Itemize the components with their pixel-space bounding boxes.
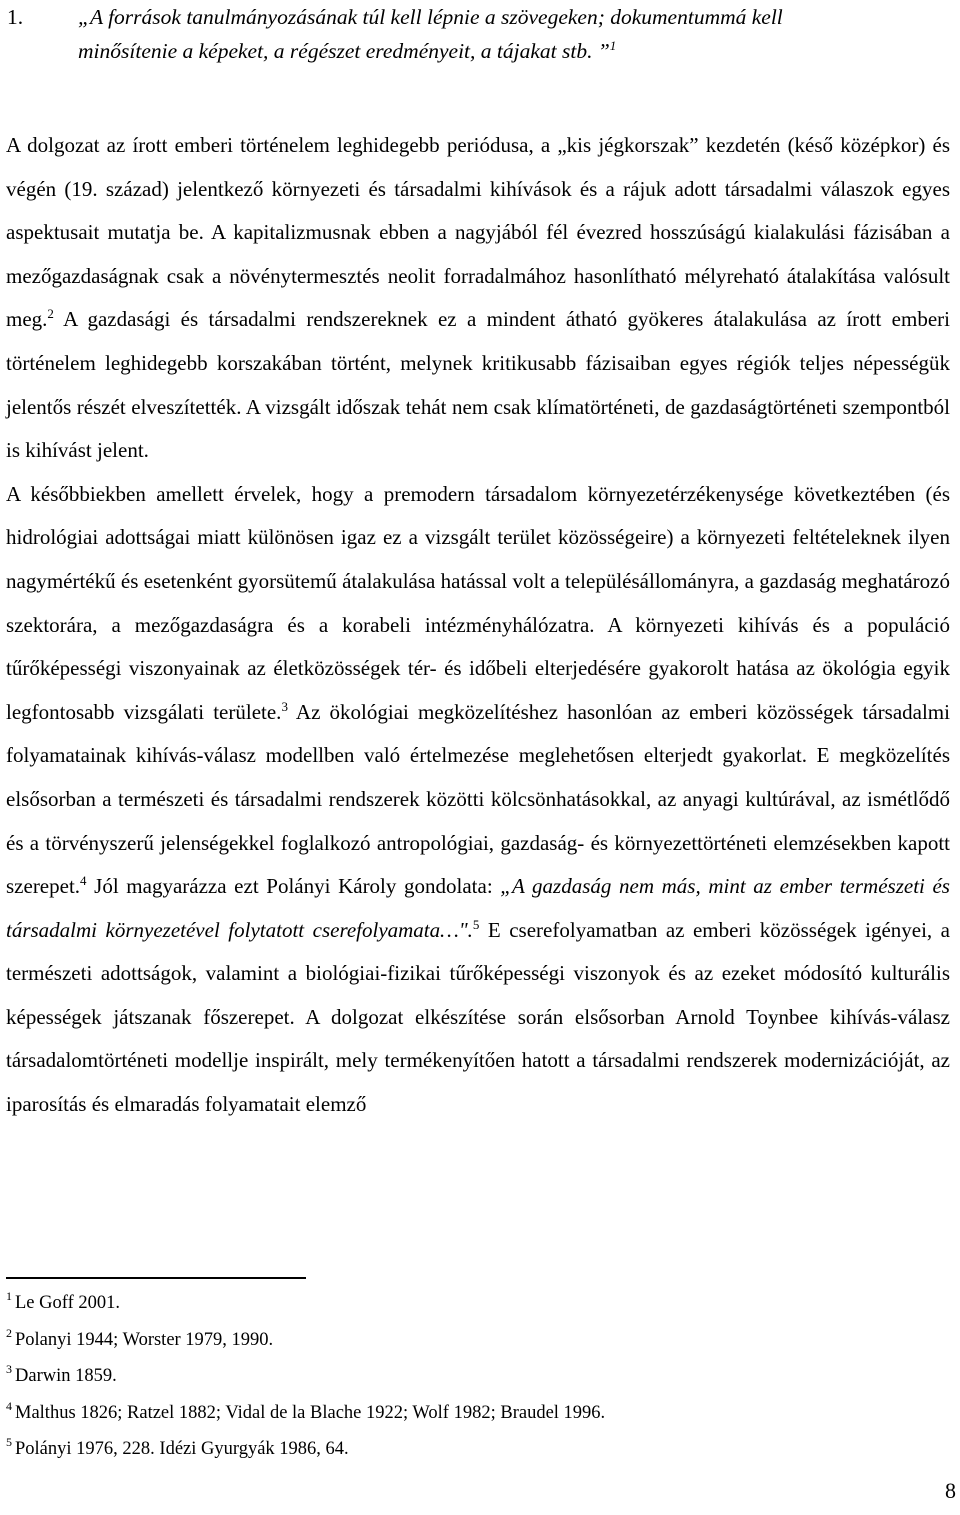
footnote-3: [6, 1358, 605, 1395]
footnote-5-text: Polányi 1976, 228. Idézi Gyurgyák 1986, 64.: [15, 1439, 349, 1459]
paragraph-2: [6, 473, 950, 1127]
section-quote-line-2: [78, 34, 952, 68]
paragraph-1-part-a: A dolgozat az írott emberi történelem leghidegebb periódusa, a „kis jégkorszak” kezdetén (késő középkor) és végén (19. század) jelentkező környezeti és társadalmi kihívások és a rájuk adott társadalmi válaszok egyes aspektusait mutatja be. A kapitalizmusnak ebben a nagyjából fél évezred hosszúságú kialakulási fázisában a mezőgazdaságnak csak a növénytermesztés neolit forradalmához hasonlítható mélyreható átalakítása valósult meg.: [6, 133, 950, 332]
footnote-2: [6, 1322, 605, 1359]
footnote-ref-5[interactable]: 5: [472, 916, 480, 932]
paragraph-2-part-d: E cserefolyamatban az emberi közösségek igényei, a természeti adottságok, valamint a biológiai-fizikai tűrőképességi viszonyok és az ezeket módosító kulturális képességek játszanak főszerepet. A dolgozat elkészítése során elsősorban Arnold Toynbee kihívás-válasz társadalomtörténeti modellje inspirált, mely termékenyítően hatott a társadalmi rendszerek modernizációját, az iparosítás és elmaradás folyamatait elemző: [6, 917, 950, 1117]
polanyi-quote: „A gazdaság nem más, mint az ember természeti és társadalmi környezetével folytatott cserefolyamata…".: [6, 874, 950, 942]
paragraph-1: [6, 124, 950, 473]
footnote-ref-3[interactable]: 3: [281, 698, 288, 714]
body-text: [6, 124, 950, 1127]
footnote-5-number: 5: [6, 1435, 12, 1449]
footnote-1: [6, 1285, 605, 1322]
footnote-3-text: Darwin 1859.: [15, 1366, 117, 1386]
footnote-4: [6, 1395, 605, 1432]
paragraph-1-part-b: A gazdasági és társadalmi rendszereknek ez a mindent átható gyökeres átalakulása az írott emberi történelem leghidegebb korszakában történt, melynek kritikusabb fázisaiban egyes régiók teljes népességük jelentős részét elveszítették. A vizsgált időszak tehát nem csak klímatörténeti, de gazdaságtörténeti szempontból is kihívást jelent.: [6, 307, 950, 463]
footnote-1-number: 1: [6, 1289, 12, 1303]
footnote-2-number: 2: [6, 1325, 12, 1340]
footnote-3-number: 3: [6, 1362, 12, 1376]
footnote-1-text: Le Goff 2001.: [15, 1293, 120, 1313]
footnote-2-text: Polanyi 1944; Worster 1979, 1990.: [15, 1329, 274, 1350]
footnotes: [6, 1285, 605, 1468]
footnote-ref-4[interactable]: 4: [80, 873, 87, 889]
paragraph-2-part-a: A későbbiekben amellett érvelek, hogy a premodern társadalom környezetérzékenysége következtében (és hidrológiai adottságai miatt különösen igaz ez a vizsgált terület közösségeire) a környezeti feltételeknek ilyen nagymértékű és esetenként gyorsütemű átalakulása hatással volt a településállományra, a gazdaság meghatározó szektorára, a mezőgazdaságra és a korabeli intézményhálózatra. A környezeti kihívás és a populáció tűrőképességi viszonyainak az életközösségek tér- és időbeli elterjedésére gyakorolt hatása az ökológia egyik legfontosabb vizsgálati területe.: [6, 481, 950, 724]
section-quote-line-2-text: minősítenie a képeket, a régészet eredményeit, a tájakat stb. ”: [78, 39, 610, 63]
paragraph-2-part-c: Jól magyarázza ezt Polányi Károly gondolata:: [86, 874, 501, 899]
section-number: 1.: [7, 5, 24, 29]
footnote-5: [6, 1431, 605, 1468]
paragraph-2-part-b: Az ökológiai megközelítéshez hasonlóan az emberi közösségek társadalmi folyamatainak kihívás-válasz modellben való értelmezése meglehetősen elterjedt gyakorlat. E megközelítés elsősorban a természeti és társadalmi rendszerek közötti kölcsönhatásokkal, az anyagi kultúrával, az ismétlődő és a törvényszerű jelenségekkel foglalkozó antropológiai, gazdaság- és környezettörténeti elemzésekben kapott szerepet.: [6, 699, 950, 899]
footnote-4-number: 4: [6, 1398, 12, 1413]
footnote-4-text: Malthus 1826; Ratzel 1882; Vidal de la Blache 1922; Wolf 1982; Braudel 1996.: [15, 1402, 606, 1423]
footnote-ref-2[interactable]: 2: [47, 306, 54, 322]
page-number: 8: [945, 1478, 956, 1503]
section-heading: [7, 0, 952, 68]
footnote-separator: [6, 1277, 306, 1279]
section-quote: [78, 0, 952, 68]
footnote-ref-1[interactable]: 1: [609, 38, 617, 53]
section-quote-line-1: „A források tanulmányozásának túl kell lépnie a szövegeken; dokumentummá kell: [78, 5, 783, 29]
